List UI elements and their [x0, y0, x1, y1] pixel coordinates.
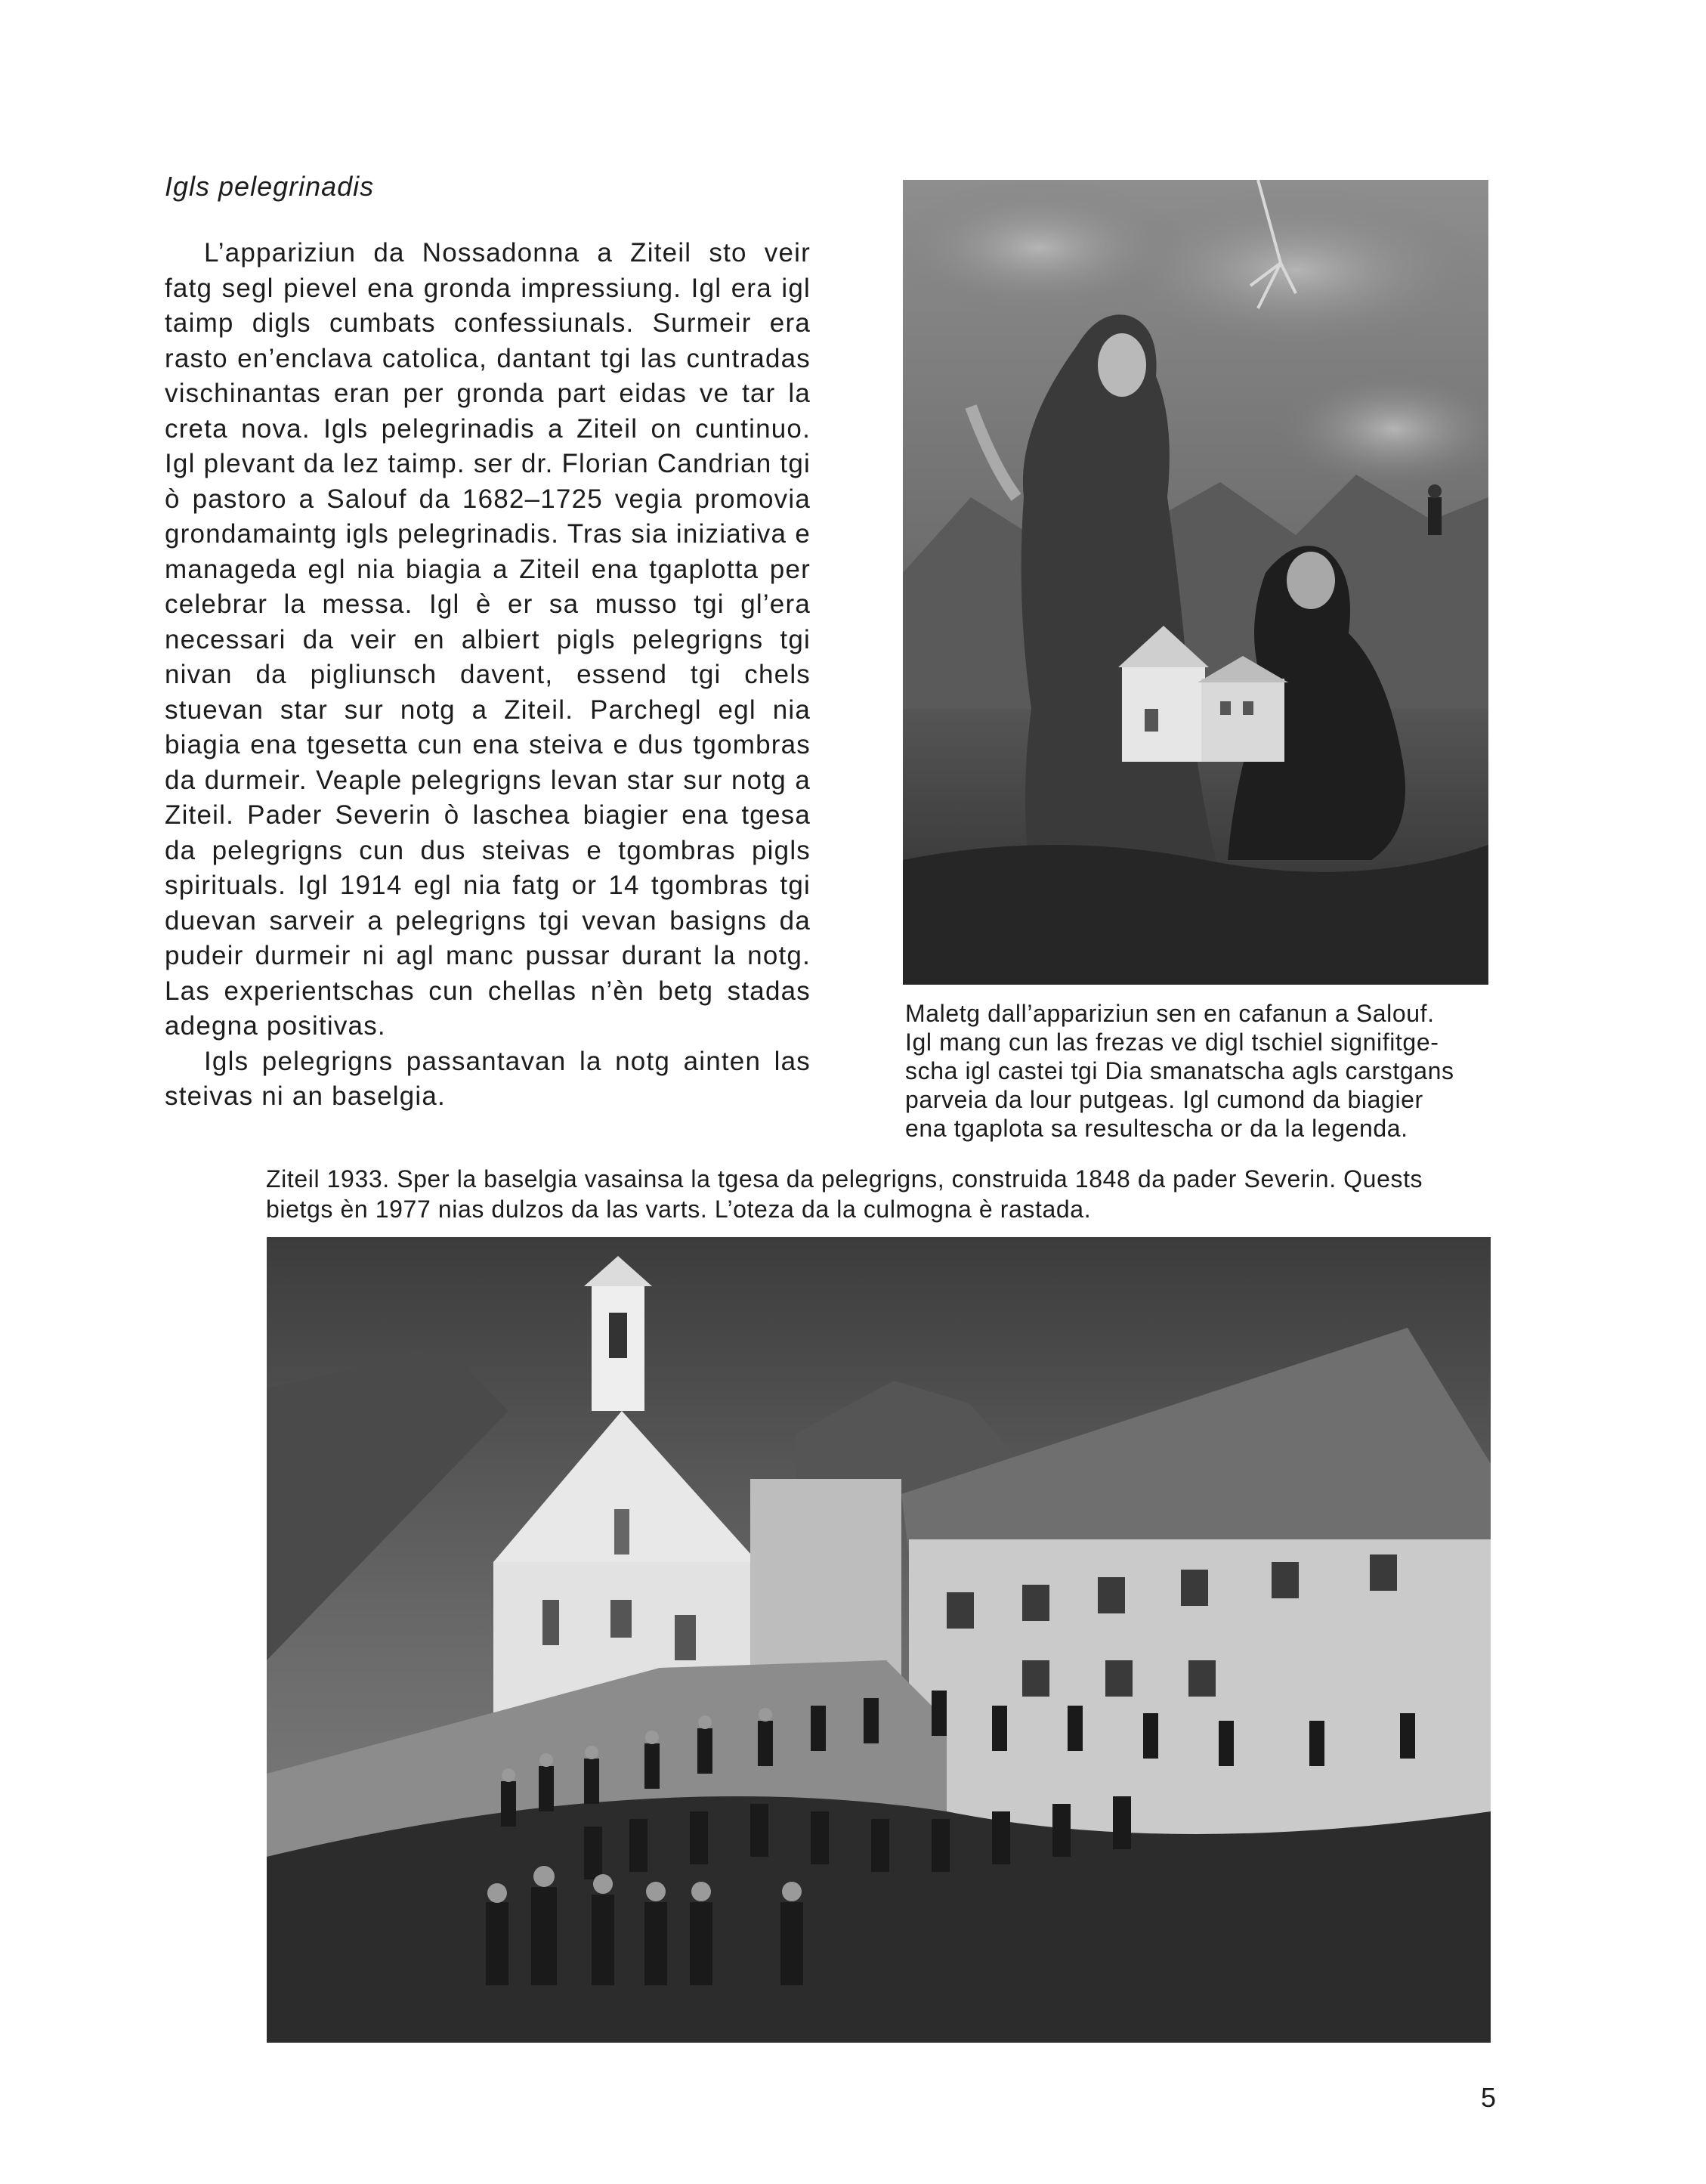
section-heading: Igls pelegrinadis: [165, 171, 375, 202]
painting-caption-line: Maletg dall’appariziun sen en cafanun a Salouf.: [905, 1000, 1435, 1027]
body-paragraph-2: Igls pelegrigns passantavan la notg ainten las steivas ni an baselgia.: [165, 1046, 811, 1111]
body-text: [165, 236, 811, 1115]
body-paragraph-1: L’appariziun da Nossadonna a Ziteil sto veir fatg segl pievel ena gronda impressiung. Igl era igl taimp digls cumbats confessiunals. Surmeir era rasto en’enclava catolica, dantant tgi las cuntradas vischinantas eran per gronda part eidas ve tar la creta nova. Igls pelegrinadis a Ziteil on cuntinuo. Igl plevant da lez taimp. ser dr. Florian Candrian tgi ò pastoro a Salouf da 1682–1725 vegia promovia grondamaintg igls pelegrinadis. Tras sia iniziativa e manageda egl nia biagia a Ziteil ena tgaplotta per celebrar la messa. Igl è er sa musso tgi gl’era necessari da veir en albiert pigls pelegrigns tgi nivan da pigliunsch davent, essend tgi chels stuevan star sur notg a Ziteil. Parchegl egl nia biagia ena tgesetta cun ena steiva e dus tgombras da durmeir. Veaple pelegrigns levan star sur notg a Ziteil. Pader Severin ò laschea biagier ena tgesa da pelegrigns cun dus steivas e tgombras pigls spirituals. Igl 1914 egl nia fatg or 14 tgombras tgi duevan sarveir a pelegrigns tgi vevan basigns da pudeir durmeir ni agl manc pussar durant la notg. Las experientschas cun chellas n’èn betg stadas adegna positivas.: [165, 238, 811, 1041]
painting-caption-line: Igl mang cun las frezas ve digl tschiel signifitge-: [905, 1029, 1439, 1056]
painting-caption-line: parveia da lour putgeas. Igl cumond da biagier: [905, 1086, 1423, 1113]
apparition-painting-photo: [903, 180, 1488, 985]
painting-caption-line: ena tgaplota sa resultescha or da la legenda.: [905, 1115, 1408, 1142]
ziteil-group-photo: [267, 1237, 1491, 2043]
page-number: 5: [1481, 2082, 1497, 2113]
group-photo-caption-line: bietgs èn 1977 nias dulzos da las varts. L’oteza da la culmogna è rastada.: [266, 1196, 1092, 1223]
group-photo-caption-line: Ziteil 1933. Sper la baselgia vasainsa la tgesa da pelegrigns, construida 1848 da pader Severin. Quests: [266, 1165, 1423, 1193]
group-photo-caption: [266, 1164, 1490, 1224]
painting-caption-line: scha igl castei tgi Dia smanatscha agls carstgans: [905, 1057, 1454, 1084]
painting-caption: [905, 999, 1488, 1143]
